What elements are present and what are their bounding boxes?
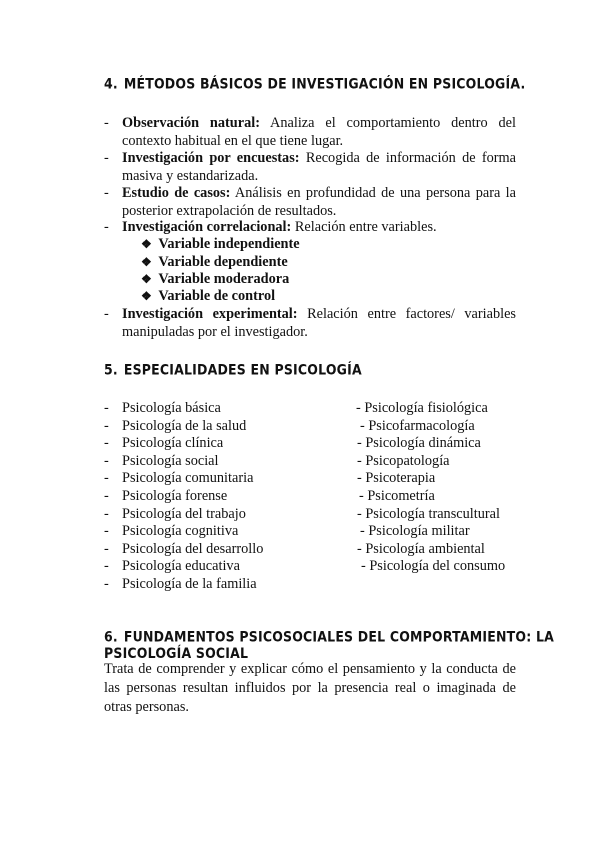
variable-label: Variable de control (158, 288, 276, 304)
variable-item (141, 254, 288, 271)
variable-label: Variable dependiente (158, 254, 288, 270)
list-item (122, 219, 516, 237)
diamond-bullet-icon: ❖ (141, 237, 152, 251)
item-text: Relación entre variables. (294, 219, 437, 235)
section-5-title: ESPECIALIDADES EN PSICOLOGÍA (123, 361, 362, 378)
specialty-item (104, 452, 219, 470)
specialty-label: Psicología de la familia (122, 576, 257, 592)
specialty-item (104, 558, 240, 575)
list-item (122, 150, 516, 185)
bullet-dash: - (104, 219, 109, 235)
section-4-number: 4. (104, 75, 118, 92)
section-4-heading (104, 75, 525, 92)
item-text: Recogida de información de forma (305, 150, 516, 166)
section-4-title: MÉTODOS BÁSICOS DE INVESTIGACIÓN EN PSICOLOGÍA. (123, 75, 526, 92)
section-5-number: 5. (104, 361, 118, 378)
item-text-cont: manipuladas por el investigador. (122, 323, 308, 340)
item-text-cont: masiva y estandarizada. (122, 167, 259, 184)
bullet-dash: - (104, 540, 109, 557)
bullet-dash: - (104, 306, 109, 322)
specialty-item: - Psicología ambiental (357, 540, 485, 557)
specialty-item: - Psicología fisiológica (356, 400, 488, 416)
specialty-label: Psicología cognitiva (122, 523, 239, 540)
specialty-item: - Psicofarmacología (360, 417, 475, 434)
item-term: Investigación por encuestas: (122, 150, 300, 166)
bullet-dash: - (104, 523, 109, 540)
bullet-dash: - (104, 185, 109, 201)
bullet-dash: - (104, 435, 109, 452)
section-5-heading (104, 361, 362, 378)
specialty-label: Psicología clínica (122, 435, 224, 452)
specialty-item (104, 470, 254, 487)
specialty-label: Psicología básica (122, 400, 221, 416)
diamond-bullet-icon: ❖ (141, 255, 152, 269)
bullet-dash: - (104, 417, 109, 434)
bullet-dash: - (104, 505, 109, 522)
specialty-label: Psicología comunitaria (122, 470, 254, 487)
section-6-number: 6. (104, 628, 118, 645)
variable-item (141, 271, 289, 288)
specialty-item: - Psicometría (359, 488, 435, 504)
specialty-label: Psicología educativa (122, 558, 240, 575)
item-term: Estudio de casos: (122, 185, 231, 201)
specialty-label: Psicología del desarrollo (122, 540, 264, 557)
item-text: Analiza el comportamiento dentro del (270, 115, 516, 131)
bullet-dash: - (104, 488, 109, 504)
specialty-item (104, 505, 246, 523)
specialty-item (104, 488, 228, 505)
section-6-heading (104, 629, 600, 662)
item-term: Investigación experimental: (122, 306, 298, 322)
specialty-item (104, 576, 257, 593)
item-text: Relación entre factores/ variables (307, 306, 516, 322)
specialty-item (104, 523, 239, 540)
item-term: Investigación correlacional: (122, 219, 292, 235)
bullet-dash: - (104, 470, 109, 487)
specialty-item: - Psicoterapia (357, 470, 436, 487)
specialty-item (104, 540, 264, 558)
diamond-bullet-icon: ❖ (141, 289, 152, 303)
specialty-label: Psicología de la salud (122, 417, 247, 434)
variable-label: Variable independiente (158, 236, 300, 252)
item-term: Observación natural: (122, 115, 260, 131)
bullet-dash: - (104, 400, 109, 416)
bullet-dash: - (104, 576, 109, 592)
variable-item (141, 236, 300, 253)
section-6-paragraph: Trata de comprender y explicar cómo el pensamiento y la conducta de las personas resultan influidos por la presencia real o imaginada de otras personas. (104, 661, 516, 715)
diamond-bullet-icon: ❖ (141, 272, 152, 286)
specialty-label: Psicología social (122, 452, 219, 469)
variable-item (141, 288, 275, 305)
specialty-item: - Psicopatología (357, 452, 450, 469)
specialty-label: Psicología forense (122, 488, 228, 504)
specialty-item: - Psicología militar (360, 523, 470, 540)
specialty-item (104, 417, 247, 435)
list-item (122, 185, 516, 220)
bullet-dash: - (104, 115, 109, 131)
specialty-item (104, 435, 224, 452)
bullet-dash: - (104, 558, 109, 575)
list-item (122, 306, 516, 341)
bullet-dash: - (104, 150, 109, 166)
section-6-title: FUNDAMENTOS PSICOSOCIALES DEL COMPORTAMIENTO: LA PSICOLOGÍA SOCIAL (104, 628, 554, 662)
variable-label: Variable moderadora (158, 271, 290, 287)
item-text: Análisis en profundidad de una persona para la (234, 185, 516, 201)
specialty-item: - Psicología dinámica (357, 435, 481, 452)
item-text-cont: contexto habitual en el que tiene lugar. (122, 132, 344, 149)
item-text-cont: posterior extrapolación de resultados. (122, 202, 337, 219)
specialty-item: - Psicología transcultural (357, 505, 500, 522)
bullet-dash: - (104, 452, 109, 469)
specialty-item: - Psicología del consumo (361, 558, 506, 575)
list-item (122, 115, 516, 150)
specialty-item (104, 400, 221, 417)
specialty-label: Psicología del trabajo (122, 505, 246, 522)
